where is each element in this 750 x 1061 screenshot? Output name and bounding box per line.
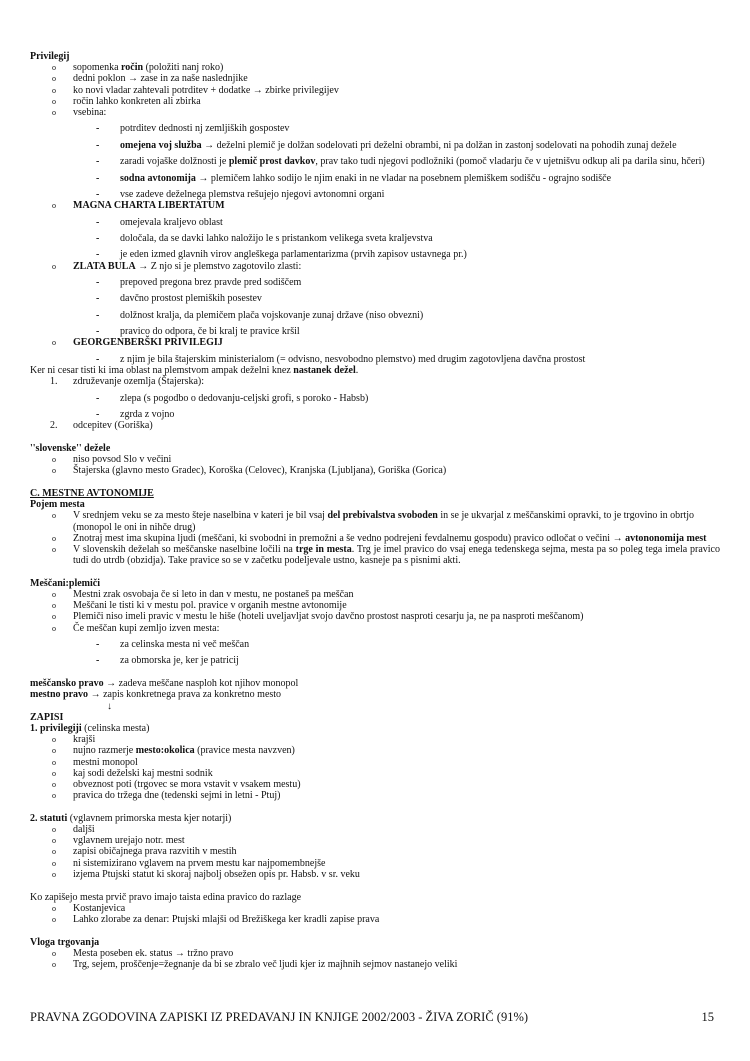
dash-bullet-icon: - [96,293,100,305]
bullet-circle-icon: o [52,261,56,271]
spacer [30,880,720,892]
bullet-item [30,948,720,959]
text: niso povsod Slo v večini [73,454,172,465]
bold-text: C. MESTNE AVTONOMIJE [30,487,154,499]
dash-item [30,249,720,260]
text: zapisi običajnega prava razvitih v mestih [73,846,237,858]
text: izjema Ptujski statut ki skoraj najbolj obsežen opis pr. Habsb. v sr. veku [73,868,360,880]
text: davčno prostost plemiških posestev [120,293,262,305]
dash-item [30,156,720,167]
list-number: 2. [50,420,58,432]
text: (vglavnem primorska mesta kjer notarji) [67,812,232,824]
text: ni sistemizirano vglavem na prvem mestu kar najpomembnejše [73,857,326,869]
dash-item [30,639,720,650]
bullet-item [30,869,720,880]
bold-text: ''slovenske'' dežele [30,442,111,454]
text: je eden izmed glavnih virov angleškega parlamentarizma (prvih zapisov ustavnega pr.) [120,249,467,261]
bullet-item [30,824,720,835]
bullet-item [30,454,720,465]
bullet-item [30,745,720,756]
text: sopomenka [73,62,122,74]
text: odcepitev (Goriška) [73,420,153,432]
bullet-item [30,757,720,768]
paragraph [30,689,720,700]
bullet-circle-icon: o [52,869,56,879]
text: Trg, sejem, proščenje=žegnanje da bi se zbralo več ljudi kjer iz majhnih sejmov nastanejo veliki [73,959,458,971]
bullet-circle-icon: o [52,779,56,789]
bullet-circle-icon: o [52,960,56,970]
page-number: 15 [701,1010,714,1024]
text: Če meščan kupi zemljo izven mesta: [73,622,220,634]
bold-text: nastanek dežel [293,364,356,376]
bullet-circle-icon: o [52,757,56,767]
bullet-item [30,779,720,790]
text: (položiti nanj roko) [143,62,224,74]
bold-text: Vloga trgovanja [30,936,100,948]
bullet-circle-icon: o [52,85,56,95]
text: Mesta poseben ek. status → tržno pravo [73,947,234,959]
bullet-item [30,533,720,544]
bullet-circle-icon: o [52,63,56,73]
text: krajši [73,734,96,746]
bold-text: ZAPISI [30,711,64,723]
bullet-circle-icon: o [52,623,56,633]
bullet-item [30,544,720,566]
dash-item [30,354,720,365]
bullet-item [30,914,720,925]
bullet-item [30,790,720,801]
bullet-item [30,611,720,622]
bullet-circle-icon: o [52,768,56,778]
dash-bullet-icon: - [96,172,100,184]
bullet-item [30,858,720,869]
arrow-down [30,701,720,712]
paragraph [30,723,720,734]
numbered-item [30,420,720,431]
text: prepoved pregona brez pravde pred sodiščem [120,276,302,288]
text: pravico do odpora, če bi kralj te pravice kršil [120,326,300,338]
text: zlepa (s pogodbo o dedovanju-celjski grofi, s poroko - Habsb) [120,392,369,404]
dash-item [30,393,720,404]
dash-item [30,310,720,321]
bold-text: Meščani:plemiči [30,577,100,589]
bullet-item [30,589,720,600]
text: Štajerska (glavno mesto Gradec), Koroška (Celovec), Kranjska (Ljubljana), Goriška (Gorica) [73,465,447,477]
text: združevanje ozemlja (Štajerska): [73,376,205,388]
paragraph [30,892,720,903]
dash-bullet-icon: - [96,639,100,651]
dash-bullet-icon: - [96,655,100,667]
bullet-circle-icon: o [52,948,56,958]
text: Kostanjevica [73,902,126,914]
bullet-circle-icon: o [52,612,56,622]
spacer [30,431,720,443]
bullet-item [30,510,720,532]
text: ročin lahko konkreten ali zbirka [73,95,201,107]
dash-bullet-icon: - [96,232,100,244]
bullet-circle-icon: o [52,201,56,211]
section-heading [30,443,720,454]
text: V slovenskih deželah so meščanske naselbine ločili na [73,543,296,555]
text: mestni monopol [73,756,138,768]
dash-bullet-icon: - [96,139,100,151]
text: daljši [73,824,95,836]
bold-text: omejena voj služba [120,139,202,151]
bullet-item [30,734,720,745]
text: dedni poklon → zase in za naše naslednjike [73,73,248,85]
text: . [355,364,359,376]
spacer [30,667,720,679]
bold-text: del prebivalstva svoboden [327,510,438,522]
bullet-circle-icon: o [52,836,56,846]
bold-text: GEORGENBERŠKI PRIVILEGIJ [73,337,223,349]
text: vse zadeve deželnega plemstva rešujejo njegovi avtonomni organi [120,188,385,200]
bullet-item [30,835,720,846]
text: V srednjem veku se za mesto šteje naselbina v kateri je bil vsaj [73,510,328,522]
bullet-circle-icon: o [52,746,56,756]
text: → zapis konkretnega prava za konkretno mesto [88,689,282,701]
footer-title: PRAVNA ZGODOVINA ZAPISKI IZ PREDAVANJ IN KNJIGE 2002/2003 - ŽIVA ZORIČ (91%) [30,1010,529,1024]
dash-item [30,326,720,337]
bullet-item [30,959,720,970]
spacer [30,476,720,488]
bullet-item [30,623,720,634]
bullet-item [30,62,720,73]
bullet-circle-icon: o [52,466,56,476]
text: (pravice mesta navzven) [194,745,295,757]
numbered-item [30,376,720,387]
text: → zadeva meščane nasploh kot njihov monopol [103,678,299,690]
bold-text: 1. privilegiji [30,722,82,734]
section-heading [30,937,720,948]
text: zaradi vojaške dolžnosti je [120,156,229,168]
bullet-circle-icon: o [52,735,56,745]
text: omejevala kraljevo oblast [120,216,223,228]
bullet-circle-icon: o [52,455,56,464]
text: , prav tako tudi njegovi podložniki (pomoč vladarju če v ujetnišvu odkup ali pa darila sinu, hčeri) [315,156,705,168]
bold-text: trge in mesta [295,543,352,555]
dash-bullet-icon: - [96,249,100,261]
bullet-item [30,261,720,272]
text: → Z njo si je plemstvo zagotovilo zlasti: [135,260,302,272]
spacer [30,801,720,813]
bold-text: meščansko pravo [30,678,104,690]
text: za obmorska je, ker je patricij [120,655,239,667]
bullet-circle-icon: o [52,914,56,924]
text: za celinska mesta ni več meščan [120,639,250,651]
dash-item [30,655,720,666]
document-body [30,51,720,970]
text: nujno razmerje [73,745,136,757]
section-heading [30,712,720,723]
bold-text: MAGNA CHARTA LIBERTATUM [73,200,225,212]
text: → plemičem lahko sodijo le njim enaki in ne vladar na posebnem plemiškem sodišču - ograjno sodišče [195,172,612,184]
dash-item [30,140,720,151]
bullet-circle-icon: o [52,511,56,521]
text: potrditev dednosti nj zemljiških gospostev [120,123,290,135]
text: obveznost poti (trgovec se mora vstavit v vsakem mestu) [73,778,301,790]
bullet-circle-icon: o [52,847,56,857]
bold-text: Pojem mesta [30,499,85,511]
bullet-item [30,73,720,84]
bold-text: 2. statuti [30,812,68,824]
bullet-circle-icon: o [52,858,56,868]
bullet-item [30,200,720,211]
bullet-circle-icon: o [52,791,56,801]
paragraph [30,365,720,376]
bullet-item [30,107,720,118]
dash-bullet-icon: - [96,326,100,338]
dash-bullet-icon: - [96,123,100,135]
text: ko novi vladar zahtevali potrditev + dodatke → zbirke privilegijev [73,84,339,96]
bullet-circle-icon: o [52,96,56,106]
bold-text: plemič prost davkov [228,156,316,168]
dash-bullet-icon: - [96,309,100,321]
text: ↓ [107,700,112,712]
text: Lahko zlorabe za denar: Ptujski mlajši od Brežiškega ker kradli zapise prava [73,913,380,925]
text: z njim je bila štajerskim ministerialom (= odvisno, nesvobodno plemstvo) med drugim zagotovljena davčna prostost [120,353,586,365]
list-number: 1. [50,376,58,388]
bold-text: mestno pravo [30,689,89,701]
spacer [30,566,720,578]
text: kaj sodi deželski kaj mestni sodnik [73,767,213,779]
text: vglavnem urejajo notr. mest [73,835,185,847]
bullet-item [30,903,720,914]
dash-bullet-icon: - [96,156,100,168]
text: Ker ni cesar tisti ki ima oblast na plemstvom ampak deželni knez [30,364,294,376]
bullet-item [30,465,720,476]
dash-bullet-icon: - [96,408,100,420]
dash-item [30,409,720,420]
section-heading [30,51,720,62]
dash-item [30,233,720,244]
bold-text: mesto:okolica [135,745,195,757]
text: (celinska mesta) [81,722,150,734]
bullet-item [30,85,720,96]
dash-item [30,277,720,288]
dash-item [30,189,720,200]
bullet-item [30,96,720,107]
text: vsebina: [73,107,107,119]
text: določala, da se davki lahko naložijo le s pristankom velikega sveta kraljevstva [120,232,433,244]
dash-bullet-icon: - [96,392,100,404]
bullet-item [30,846,720,857]
section-heading [30,499,720,510]
bullet-item [30,768,720,779]
bullet-circle-icon: o [52,74,56,84]
paragraph [30,813,720,824]
section-heading [30,488,720,499]
bullet-circle-icon: o [52,533,56,543]
dash-bullet-icon: - [96,188,100,200]
dash-bullet-icon: - [96,216,100,228]
bold-text: avtononomija mest [625,532,707,544]
section-heading [30,578,720,589]
text: zgrda z vojno [120,408,175,420]
paragraph [30,678,720,689]
bullet-circle-icon: o [52,903,56,913]
text: pravica do tržega dne (tedenski sejmi in letni - Ptuj) [73,790,281,802]
bullet-circle-icon: o [52,338,56,348]
text: → deželni plemič je dolžan sodelovati pri deželni obrambi, ni pa dolžan in zastonj sodelovati na pohodih zunaj dežele [201,139,677,151]
text: Ko zapišejo mesta prvič pravo imajo taista edina pravico do razlage [30,891,302,903]
text: Mestni zrak osvobaja če si leto in dan v mestu, ne postaneš pa meščan [73,589,354,601]
bullet-circle-icon: o [52,825,56,835]
bullet-item [30,337,720,348]
spacer [30,925,720,937]
bold-text: ZLATA BULA [73,260,136,272]
dash-item [30,173,720,184]
bullet-circle-icon: o [52,544,56,554]
text: Plemiči niso imeli pravic v mestu le hiše (hoteli uveljavljat svojo davčno prostost nasproti cesarju ja, ne pa nasproti meščanom) [73,611,584,623]
bold-text: Privilegij [30,51,70,62]
bullet-circle-icon: o [52,590,56,600]
text: . Trg je imel pravico do vsaj enega tedenskega sejma, mesta pa so poleg tega imela pravico tudi do utrdb (obzidja). Take pravice so se v začetku podeljevale ustno, kasneje pa s pisnimi akti. [73,543,720,567]
dash-bullet-icon: - [96,276,100,288]
dash-item [30,123,720,134]
bullet-circle-icon: o [52,108,56,118]
dash-item [30,293,720,304]
text: dolžnost kralja, da plemičem plača vojskovanje zunaj države (niso obvezni) [120,309,424,321]
text: Znotraj mest ima skupina ljudi (meščani, ki svobodni in premožni a še vedno podrejeni fevdalnemu gospodu) pravico odločat o večini → [73,532,626,544]
dash-item [30,217,720,228]
bold-text: sodna avtonomija [120,172,196,184]
bold-text: ročin [121,62,144,74]
bullet-item [30,600,720,611]
page-footer [30,1010,714,1025]
text: in se je ukvarjal z meščanskimi opravki, to je trgovino in obrtjo (monopol le oni in nihče drug) [73,510,695,533]
text: Meščani le tisti ki v mestu pol. pravice v organih mestne avtonomije [73,600,347,612]
bullet-circle-icon: o [52,601,56,611]
dash-bullet-icon: - [96,353,100,365]
